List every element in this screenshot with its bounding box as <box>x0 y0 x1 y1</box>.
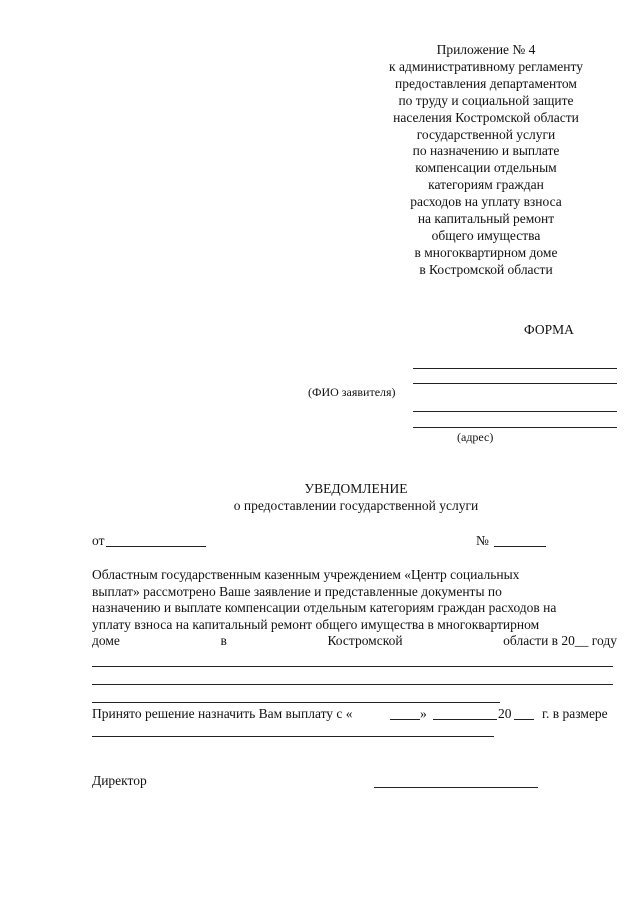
fio-label: (ФИО заявителя) <box>308 385 396 399</box>
fio-input-line-2[interactable] <box>413 383 617 384</box>
day-input-line[interactable] <box>390 719 420 720</box>
decision-text-start: Принято решение назначить Вам выплату с « <box>92 706 353 721</box>
fill-line-2[interactable] <box>92 684 613 685</box>
appendix-line: категориям граждан <box>428 177 544 193</box>
body-paragraph <box>92 567 617 650</box>
body-line: выплат» рассмотрено Ваше заявление и представленные документы по <box>92 583 502 599</box>
body-word: Костромской <box>327 633 403 649</box>
appendix-line: по назначению и выплате <box>412 143 560 159</box>
decision-text-end: г. в размере <box>542 706 608 721</box>
form-label: ФОРМА <box>524 322 574 337</box>
document-subtitle: о предоставлении государственной услуги <box>233 498 479 513</box>
appendix-line: предоставления департаментом <box>395 75 577 91</box>
appendix-line: компенсации отдельным <box>415 160 557 176</box>
body-line: уплату взноса на капитальный ремонт общего имущества в многоквартирном <box>92 616 540 632</box>
director-label: Директор <box>92 773 147 788</box>
address-input-line-1[interactable] <box>413 411 617 412</box>
appendix-line: государственной услуги <box>416 126 556 142</box>
body-word: в <box>220 633 227 649</box>
appendix-line: в многоквартирном доме <box>414 244 558 260</box>
number-input-line[interactable] <box>494 546 546 547</box>
signature-line[interactable] <box>374 787 538 788</box>
appendix-line: расходов на уплату взноса <box>410 194 562 210</box>
fill-line-3[interactable] <box>92 702 500 703</box>
amount-input-line[interactable] <box>92 736 494 737</box>
body-line: назначению и выплате компенсации отдельным категориям граждан расходов на <box>92 600 557 616</box>
appendix-line: общего имущества <box>431 227 541 243</box>
date-input-line[interactable] <box>106 546 206 547</box>
appendix-line: по труду и социальной защите <box>398 92 574 108</box>
decision-quote-close: » <box>420 706 427 721</box>
fio-input-line-1[interactable] <box>413 368 617 369</box>
appendix-header <box>366 42 606 279</box>
appendix-line: к административному регламенту <box>389 58 583 74</box>
body-word: области в 20__ году <box>503 633 617 649</box>
body-line-5 <box>92 633 617 650</box>
appendix-line: в Костромской области <box>419 261 553 277</box>
from-label: от <box>92 533 105 548</box>
decision-year-prefix: 20 <box>498 706 512 721</box>
appendix-line: Приложение № 4 <box>436 42 536 57</box>
appendix-line: населения Костромской области <box>393 109 579 125</box>
document-title: УВЕДОМЛЕНИЕ <box>304 481 408 496</box>
appendix-line: на капитальный ремонт <box>417 211 555 227</box>
number-label: № <box>476 533 489 548</box>
body-line: Областным государственным казенным учреждением «Центр социальных <box>92 567 520 582</box>
year-input-line[interactable] <box>514 719 534 720</box>
body-word: доме <box>92 633 120 649</box>
address-input-line-2[interactable] <box>413 427 617 428</box>
month-input-line[interactable] <box>433 719 497 720</box>
fill-line-1[interactable] <box>92 666 613 667</box>
address-label: (адрес) <box>457 430 494 444</box>
